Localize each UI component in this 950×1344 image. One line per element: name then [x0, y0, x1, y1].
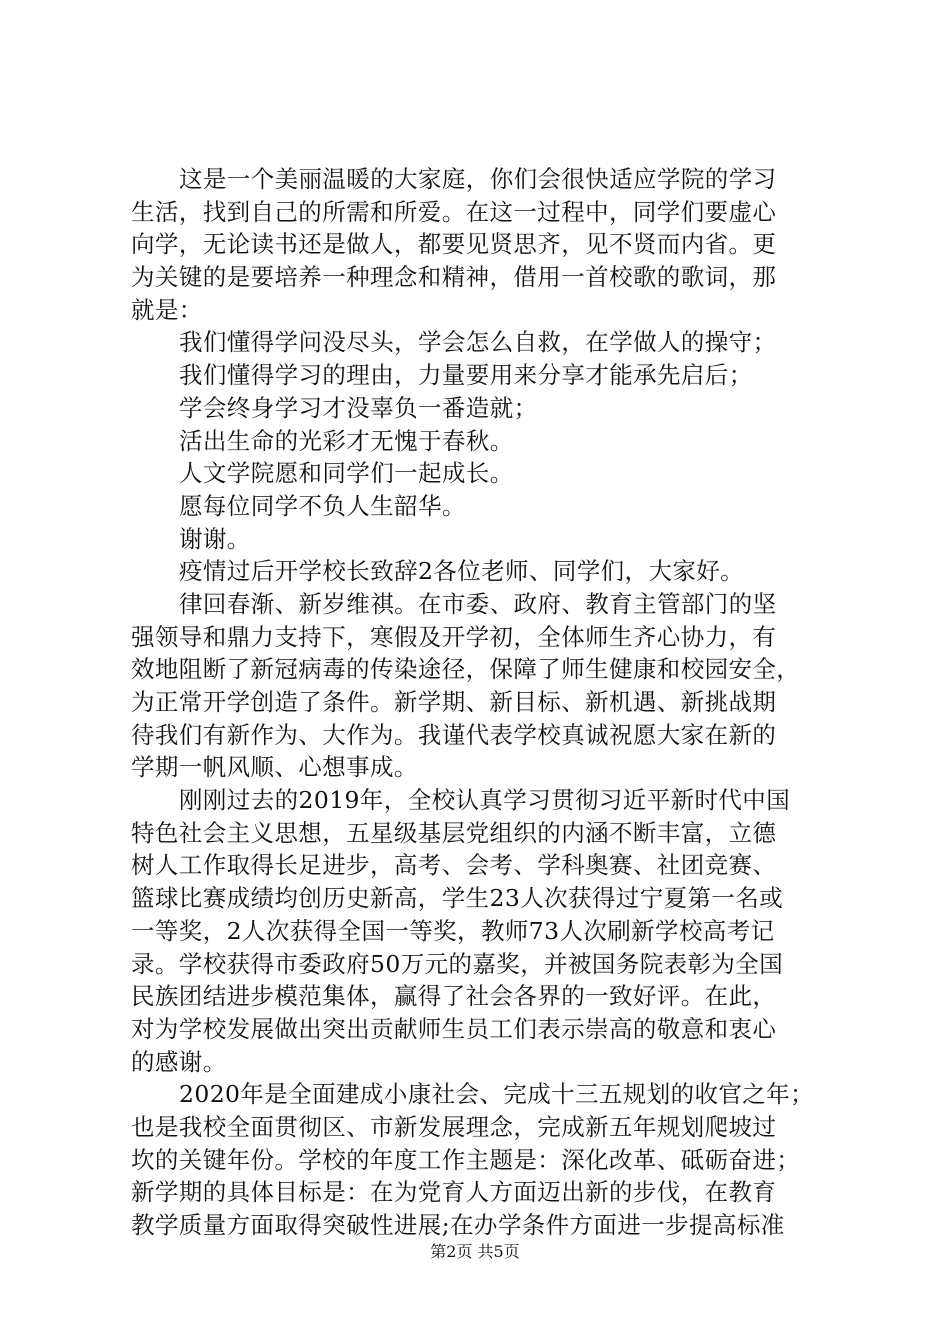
text-line: 2020年是全面建成小康社会、完成十三五规划的收官之年； [179, 1080, 815, 1109]
text-line: 的感谢。 [131, 1047, 227, 1076]
text-line: 就是： [131, 295, 203, 324]
text-line: 为关键的是要培养一种理念和精神，借用一首校歌的歌词，那 [131, 263, 777, 292]
text-line: 特色社会主义思想，五星级基层党组织的内涵不断丰富，立德 [131, 818, 777, 847]
text-line: 疫情过后开学校长致辞2各位老师、同学们，大家好。 [179, 557, 745, 586]
text-line: 一等奖，2人次获得全国一等奖，教师73人次刷新学校高考记 [131, 916, 775, 945]
text-line: 愿每位同学不负人生韶华。 [179, 491, 466, 520]
text-line: 强领导和鼎力支持下，寒假及开学初，全体师生齐心协力，有 [131, 622, 777, 651]
page-number-footer: 第2页 共5页 [430, 1242, 520, 1261]
text-line: 活出生命的光彩才无愧于春秋。 [179, 426, 514, 455]
text-line: 对为学校发展做出突出贡献师生员工们表示崇高的敬意和衷心 [131, 1014, 777, 1043]
text-line: 我们懂得学问没尽头，学会怎么自救，在学做人的操守； [179, 328, 777, 357]
text-line: 录。学校获得市委政府50万元的嘉奖，并被国务院表彰为全国 [131, 949, 784, 978]
text-line: 学期一帆风顺、心想事成。 [131, 753, 418, 782]
text-line: 新学期的具体目标是：在为党育人方面迈出新的步伐，在教育 [131, 1178, 777, 1207]
text-line: 树人工作取得长足进步，高考、会考、学科奥赛、社团竞赛、 [131, 851, 777, 880]
text-line: 我们懂得学习的理由，力量要用来分享才能承先启后； [179, 361, 753, 390]
text-line: 学会终身学习才没辜负一番造就； [179, 393, 538, 422]
text-line: 向学，无论读书还是做人，都要见贤思齐，见不贤而内省。更 [131, 230, 777, 259]
text-line: 谢谢。 [179, 524, 251, 553]
text-line: 也是我校全面贯彻区、市新发展理念，完成新五年规划爬坡过 [131, 1112, 777, 1141]
text-line: 效地阻断了新冠病毒的传染途径，保障了师生健康和校园安全， [131, 655, 801, 684]
text-line: 刚刚过去的2019年，全校认真学习贯彻习近平新时代中国 [179, 786, 791, 815]
text-line: 坎的关键年份。学校的年度工作主题是：深化改革、砥砺奋进； [131, 1145, 801, 1174]
text-line: 这是一个美丽温暖的大家庭，你们会很快适应学院的学习 [179, 165, 777, 193]
text-line: 生活，找到自己的所需和所爱。在这一过程中，同学们要虚心 [131, 197, 777, 226]
text-line: 民族团结进步模范集体，赢得了社会各界的一致好评。在此， [131, 982, 777, 1011]
text-line: 律回春渐、新岁维祺。在市委、政府、教育主管部门的坚 [179, 589, 777, 618]
text-line: 为正常开学创造了条件。新学期、新目标、新机遇、新挑战期 [131, 688, 777, 716]
text-line: 篮球比赛成绩均创历史新高，学生23人次获得过宁夏第一名或 [131, 884, 784, 913]
text-line: 人文学院愿和同学们一起成长。 [179, 459, 514, 488]
text-line: 待我们有新作为、大作为。我谨代表学校真诚祝愿大家在新的 [131, 720, 777, 749]
text-line: 教学质量方面取得突破性进展;在办学条件方面进一步提高标准 [131, 1211, 785, 1239]
body-text [131, 163, 831, 1242]
